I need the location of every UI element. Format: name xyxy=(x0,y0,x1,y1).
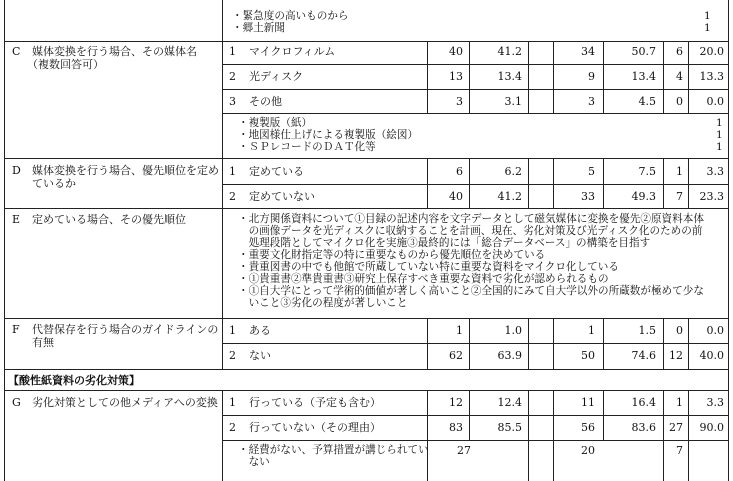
option-text: マイクロフィルム xyxy=(249,45,336,58)
value-count: 40 xyxy=(449,190,463,203)
reason-line: ・経費がない、予算措置が講じられてい xyxy=(238,444,429,456)
value-percent: 41.2 xyxy=(497,45,522,58)
option-number: 1 xyxy=(229,396,236,409)
value-count: 9 xyxy=(588,70,595,83)
note-line: ・重要文化財指定等の特に重要なものから優先順位を決めている xyxy=(238,249,546,261)
value-percent: 16.4 xyxy=(631,396,656,409)
note-line: ・①貴重書②準貴重書③研究上保存すべき重要な資料で劣化が認められるもの xyxy=(238,273,609,285)
row-separator xyxy=(222,113,728,114)
note-line: ・複製版（紙） xyxy=(238,117,313,129)
row-separator xyxy=(4,41,728,42)
row-separator xyxy=(4,390,728,391)
option-text: 行っていない（その理由） xyxy=(249,421,381,434)
option-number: 1 xyxy=(229,165,236,178)
value-count: 33 xyxy=(581,190,595,203)
value-count: 5 xyxy=(588,165,595,178)
option-number: 3 xyxy=(229,95,236,108)
value-count: 12 xyxy=(449,396,463,409)
value-percent: 3.3 xyxy=(706,165,724,178)
value-percent: 90.0 xyxy=(699,421,724,434)
value-count: 40 xyxy=(449,45,463,58)
question-letter: E xyxy=(12,213,21,226)
num-col-divider xyxy=(528,390,529,481)
note-count: 1 xyxy=(704,22,711,34)
question-label: （複数回答可） xyxy=(27,58,104,71)
question-label: 定めている場合、その優先順位 xyxy=(32,213,186,226)
value-count: 1 xyxy=(676,165,683,178)
num-col-divider xyxy=(528,41,529,113)
question-letter: C xyxy=(12,45,21,58)
note-line: ・郷土新聞 xyxy=(232,22,285,34)
option-number: 2 xyxy=(229,349,236,362)
table-left-border xyxy=(4,0,5,481)
value-count: 12 xyxy=(669,349,683,362)
value-count: 3 xyxy=(588,95,595,108)
note-line: いこと③劣化の程度が著しいこと xyxy=(238,297,408,309)
value-percent: 13.4 xyxy=(631,70,656,83)
value-percent: 83.6 xyxy=(631,421,656,434)
value-count: 0 xyxy=(676,95,683,108)
value-percent: 0.0 xyxy=(706,95,724,108)
row-separator xyxy=(222,343,728,344)
value-count: 34 xyxy=(581,45,595,58)
value-count: 56 xyxy=(581,421,595,434)
note-line: の画像データを光ディスクに収納することを計画、現在、劣化対策及び光ディスク化のための前 xyxy=(238,225,703,237)
value-count: 7 xyxy=(676,444,683,457)
row-separator xyxy=(4,158,728,159)
value-count: 27 xyxy=(669,421,683,434)
value-percent: 4.5 xyxy=(638,95,656,108)
row-separator xyxy=(4,318,728,319)
num-col-divider xyxy=(528,158,529,208)
value-count: 27 xyxy=(457,444,471,457)
row-separator xyxy=(222,184,728,185)
value-percent: 20.0 xyxy=(699,45,724,58)
value-percent: 50.7 xyxy=(631,45,656,58)
option-text: 定めていない xyxy=(249,190,315,203)
row-separator xyxy=(222,64,728,65)
value-percent: 49.3 xyxy=(631,190,656,203)
table-right-border xyxy=(728,0,729,481)
row-separator xyxy=(4,369,728,370)
note-line: ・緊急度の高いものから xyxy=(232,10,349,22)
value-percent: 1.5 xyxy=(638,324,656,337)
value-percent: 3.3 xyxy=(706,396,724,409)
question-label: 劣化対策としての他メディアへの変換 xyxy=(32,396,218,409)
question-letter: F xyxy=(12,323,20,336)
value-percent: 13.4 xyxy=(497,70,522,83)
value-count: 20 xyxy=(581,444,595,457)
option-text: ある xyxy=(249,324,271,337)
question-label: 有無 xyxy=(32,336,54,349)
value-percent: 3.1 xyxy=(504,95,522,108)
option-text: 光ディスク xyxy=(249,70,304,83)
question-label: 媒体変換を行う場合、その媒体名 xyxy=(32,45,197,58)
value-count: 1 xyxy=(676,396,683,409)
label-column-divider-g xyxy=(222,390,223,481)
value-percent: 85.5 xyxy=(497,421,522,434)
value-count: 13 xyxy=(449,70,463,83)
note-line: 処理段階としてマイクロ化を実施③最終的には「総合データベース」の構築を目指す xyxy=(238,237,651,249)
value-count: 6 xyxy=(676,45,683,58)
question-letter: D xyxy=(12,164,21,177)
row-separator xyxy=(222,440,728,441)
note-count: 1 xyxy=(716,141,723,153)
question-label: 媒体変換を行う場合、優先順位を定め xyxy=(32,164,219,177)
row-separator xyxy=(222,89,728,90)
value-count: 7 xyxy=(676,190,683,203)
value-count: 1 xyxy=(588,324,595,337)
question-letter: G xyxy=(12,396,21,409)
option-text: ない xyxy=(249,349,271,362)
option-number: 2 xyxy=(229,190,236,203)
question-label: 代替保存を行う場合のガイドラインの xyxy=(32,323,219,336)
value-count: 4 xyxy=(676,70,683,83)
value-percent: 13.3 xyxy=(699,70,724,83)
note-count: 1 xyxy=(716,129,723,141)
note-line: ・①自大学にとって学術的価値が著しく高いこと②全国的にみて自大学以外の所蔵数が極めて少な xyxy=(238,285,704,297)
reason-line: ない xyxy=(238,456,270,468)
value-percent: 6.2 xyxy=(504,165,522,178)
value-count: 50 xyxy=(581,349,595,362)
value-percent: 12.4 xyxy=(497,396,522,409)
option-text: 行っている（予定も含む） xyxy=(249,396,381,409)
value-count: 3 xyxy=(456,95,463,108)
question-label: ているか xyxy=(32,177,76,190)
option-number: 1 xyxy=(229,324,236,337)
value-count: 0 xyxy=(676,324,683,337)
label-column-divider xyxy=(222,0,223,370)
value-percent: 23.3 xyxy=(699,190,724,203)
value-count: 1 xyxy=(456,324,463,337)
value-percent: 40.0 xyxy=(699,349,724,362)
value-count: 6 xyxy=(456,165,463,178)
note-line: ・地図様仕上げによる複製版（絵図） xyxy=(238,129,419,141)
option-text: 定めている xyxy=(249,165,304,178)
value-count: 11 xyxy=(581,396,595,409)
value-percent: 63.9 xyxy=(497,349,522,362)
row-separator xyxy=(222,415,728,416)
row-separator xyxy=(4,208,728,209)
note-line: ・ＳＰレコードのＤＡＴ化等 xyxy=(238,141,376,153)
value-percent: 1.0 xyxy=(504,324,522,337)
note-line: ・北方関係資料について①目録の記述内容を文字データとして磁気媒体に変換を優先②原資料本体 xyxy=(238,213,704,225)
value-count: 83 xyxy=(449,421,463,434)
value-percent: 74.6 xyxy=(631,349,656,362)
option-number: 1 xyxy=(229,45,236,58)
note-count: 1 xyxy=(704,10,711,22)
num-col-divider xyxy=(528,318,529,369)
section-heading: 【酸性紙資料の劣化対策】 xyxy=(8,374,140,387)
value-count: 62 xyxy=(449,349,463,362)
note-line: ・貴重図書の中でも他館で所蔵していない特に重要な資料をマイクロ化している xyxy=(238,261,619,273)
note-count: 1 xyxy=(716,117,723,129)
value-percent: 0.0 xyxy=(706,324,724,337)
option-text: その他 xyxy=(249,95,282,108)
value-percent: 7.5 xyxy=(638,165,656,178)
value-percent: 41.2 xyxy=(497,190,522,203)
option-number: 2 xyxy=(229,421,236,434)
option-number: 2 xyxy=(229,70,236,83)
